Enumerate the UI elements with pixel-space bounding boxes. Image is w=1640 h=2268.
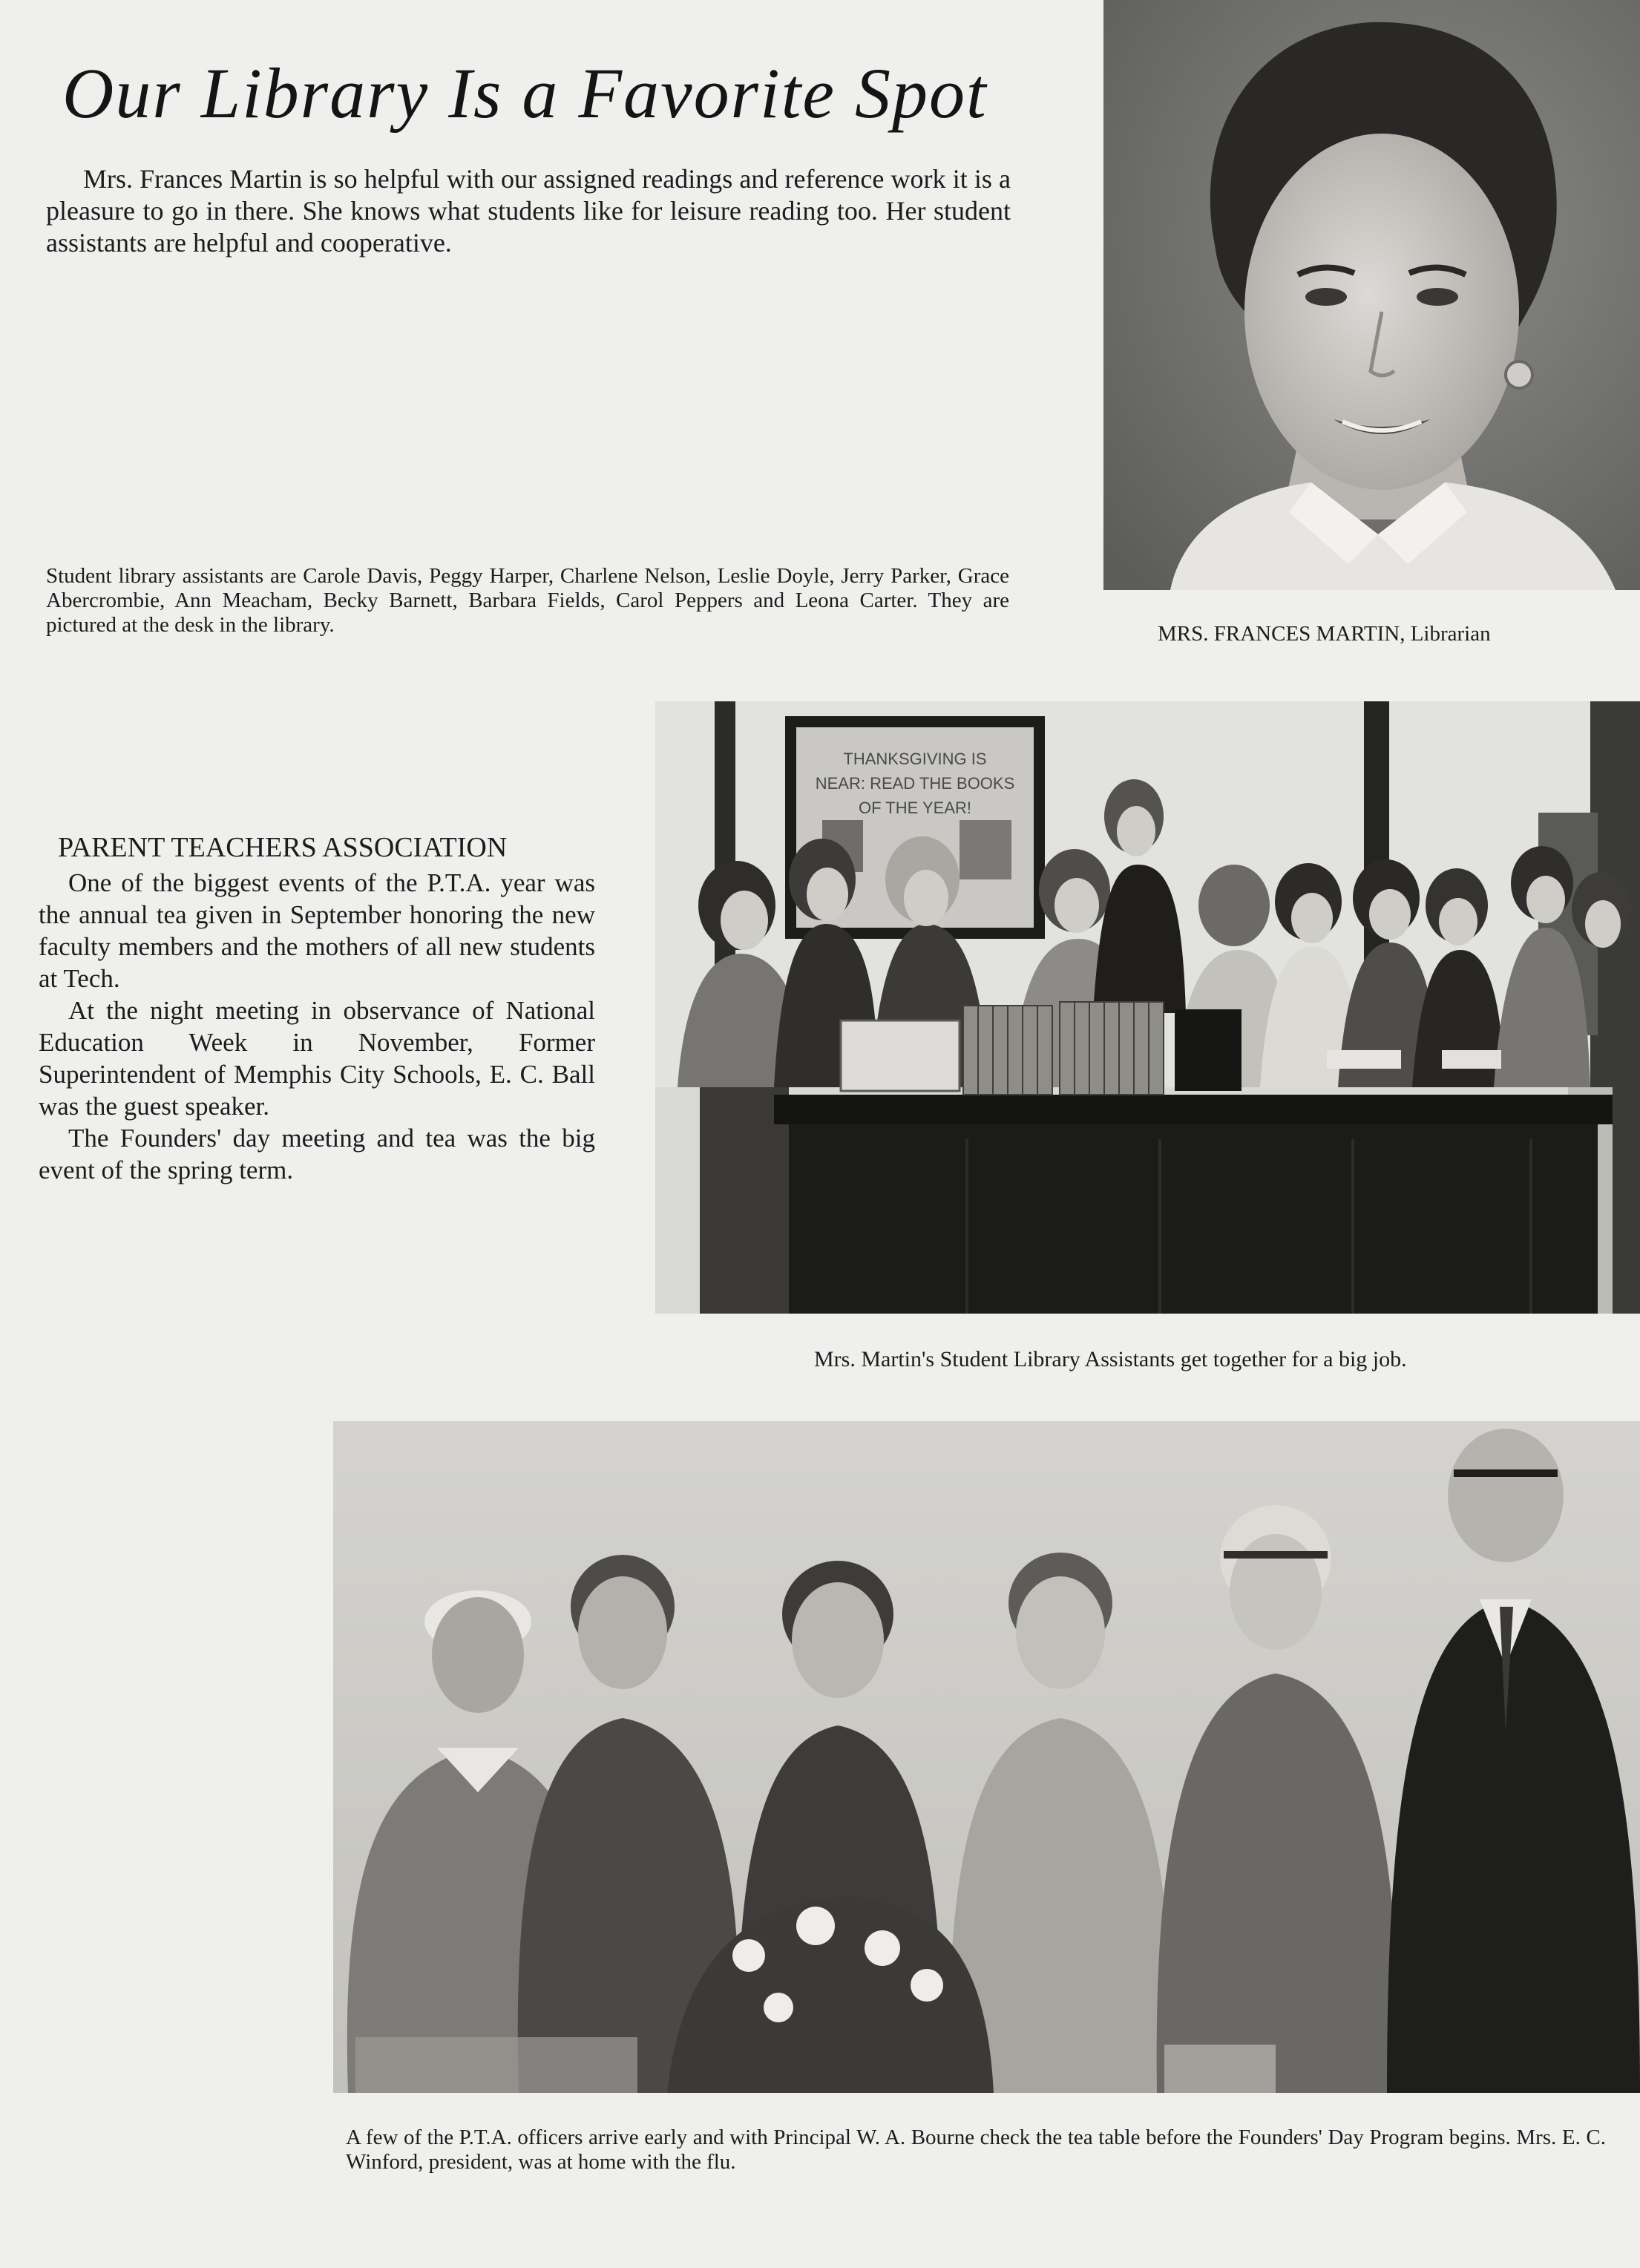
pta-paragraph: At the night meeting in observance of National Education Week in November, Former Superintendent of Memphis City Schools, E. C. Ball was the guest speaker. xyxy=(39,996,595,1121)
poster-line: THANKSGIVING IS xyxy=(843,750,987,768)
poster-line: NEAR: READ THE BOOKS xyxy=(815,774,1015,793)
poster-line: OF THE YEAR! xyxy=(858,799,972,817)
pta-officers-photo xyxy=(333,1421,1640,2093)
pta-heading: PARENT TEACHERS ASSOCIATION xyxy=(58,832,508,863)
library-photo-caption: Mrs. Martin's Student Library Assistants get together for a big job. xyxy=(814,1347,1407,1371)
pta-paragraph: The Founders' day meeting and tea was the big event of the spring term. xyxy=(39,1124,595,1184)
portrait-photo xyxy=(1103,0,1640,590)
pta-photo-caption: A few of the P.T.A. officers arrive early and with Principal W. A. Bourne check the tea table before the Founders' Day Program begins. Mrs. E. C. Winford, president, was at home with the flu. xyxy=(346,2126,1606,2174)
page-title: Our Library Is a Favorite Spot xyxy=(62,53,988,133)
portrait-caption: MRS. FRANCES MARTIN, Librarian xyxy=(1158,622,1491,646)
library-assistants-photo xyxy=(655,701,1640,1314)
assistants-caption: Student library assistants are Carole Davis, Peggy Harper, Charlene Nelson, Leslie Doyle, Jerry Parker, Grace Abercrombie, Ann Meacham, Becky Barnett, Barbara Fields, Carol Peppers and Leona Carter. They are pictured at the desk in the library. xyxy=(46,564,1009,637)
intro-paragraph: Mrs. Frances Martin is so helpful with our assigned readings and reference work it is a pleasure to go in there. She knows what students like for leisure reading too. Her student assistants are helpful and cooperative. xyxy=(46,164,1011,258)
pta-paragraph: One of the biggest events of the P.T.A. year was the annual tea given in September honoring the new faculty members and the mothers of all new students at Tech. xyxy=(39,868,595,993)
pta-body xyxy=(39,867,595,1186)
